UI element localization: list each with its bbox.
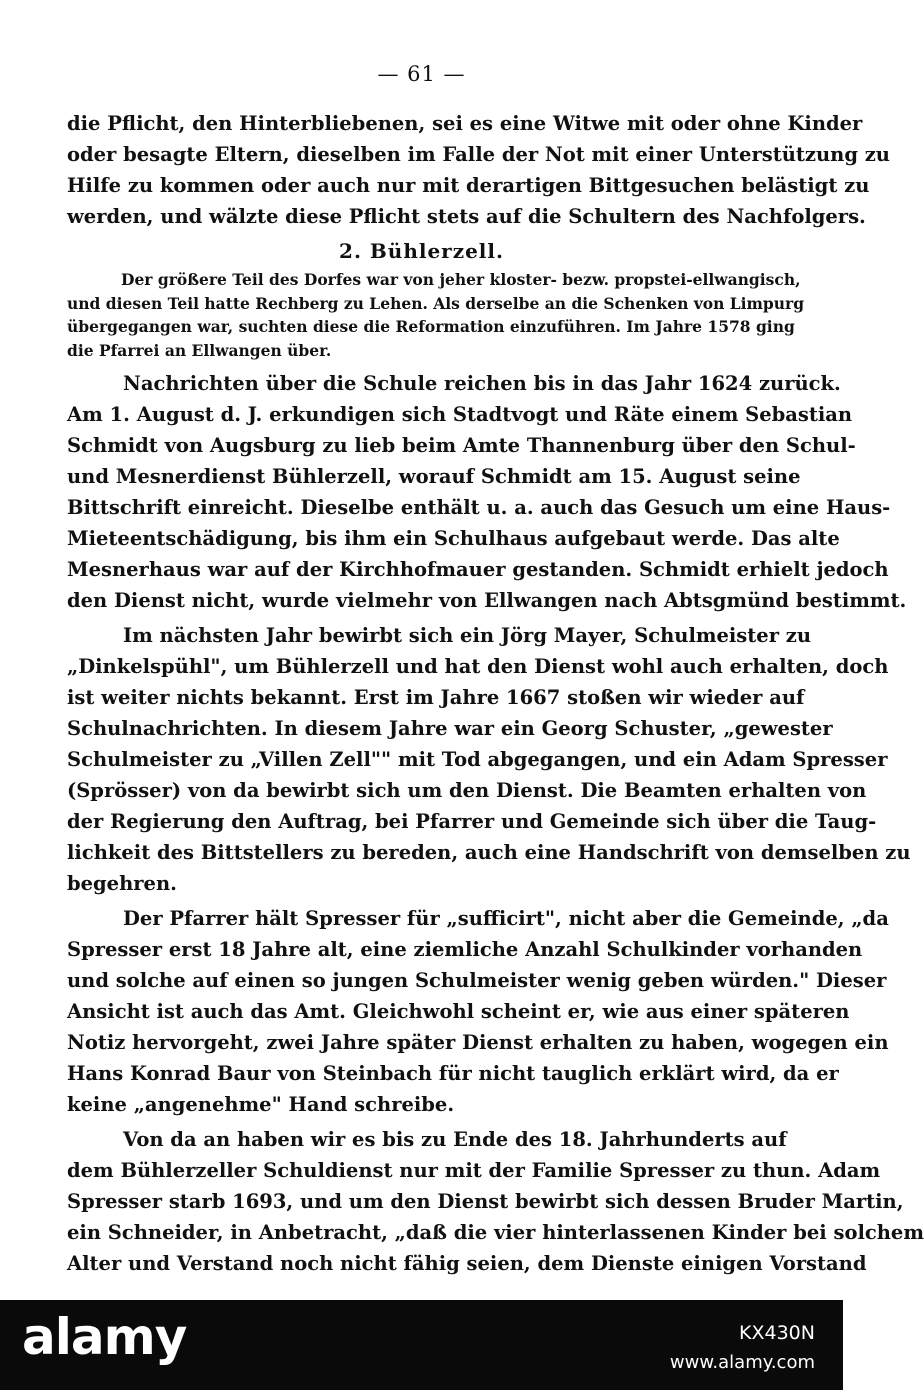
text-line: Hans Konrad Baur von Steinbach für nicht tauglich erklärt wird, da er: [67, 1062, 839, 1085]
alamy-logo: alamy: [22, 1308, 187, 1366]
text-line: ein Schneider, in Anbetracht, „daß die vier hinterlassenen Kinder bei solchem: [67, 1221, 924, 1244]
text-line: dem Bühlerzeller Schuldienst nur mit der Familie Spresser zu thun. Adam: [67, 1159, 881, 1182]
text-line: keine „angenehme" Hand schreibe.: [67, 1093, 455, 1116]
text-line: und solche auf einen so jungen Schulmeister wenig geben würden." Dieser: [67, 969, 887, 992]
text-line: Der Pfarrer hält Spresser für „sufficirt", nicht aber die Gemeinde, „da: [123, 907, 889, 930]
note-line: und diesen Teil hatte Rechberg zu Lehen. Als derselbe an die Schenken von Limpurg: [67, 293, 805, 313]
text-line: Im nächsten Jahr bewirbt sich ein Jörg Mayer, Schulmeister zu: [123, 624, 812, 647]
text-line: und Mesnerdienst Bühlerzell, worauf Schmidt am 15. August seine: [67, 465, 801, 488]
historical-note: [67, 268, 805, 362]
text-line: lichkeit des Bittstellers zu bereden, auch eine Handschrift von demselben zu: [67, 841, 911, 864]
image-code: KX430N: [739, 1322, 815, 1344]
site-url: www.alamy.com: [669, 1352, 815, 1373]
text-line: die Pflicht, den Hinterbliebenen, sei es eine Witwe mit oder ohne Kinder: [67, 112, 863, 135]
text-line: „Dinkelspühl", um Bühlerzell und hat den Dienst wohl auch erhalten, doch: [67, 655, 889, 678]
text-line: Nachrichten über die Schule reichen bis in das Jahr 1624 zurück.: [123, 372, 841, 395]
stock-watermark-banner: [0, 1300, 843, 1390]
text-line: Schmidt von Augsburg zu lieb beim Amte Thannenburg über den Schul-: [67, 434, 856, 457]
text-line: den Dienst nicht, wurde vielmehr von Ellwangen nach Abtsgmünd bestimmt.: [67, 589, 907, 612]
text-line: Hilfe zu kommen oder auch nur mit derartigen Bittgesuchen belästigt zu: [67, 174, 870, 197]
text-line: Schulmeister zu „Villen Zell"" mit Tod abgegangen, und ein Adam Spresser: [67, 748, 888, 771]
text-line: (Sprösser) von da bewirbt sich um den Dienst. Die Beamten erhalten von: [67, 779, 867, 802]
text-line: Spresser starb 1693, und um den Dienst bewirbt sich dessen Bruder Martin,: [67, 1190, 904, 1213]
text-line: Am 1. August d. J. erkundigen sich Stadtvogt und Räte einem Sebastian: [67, 403, 853, 426]
text-line: Ansicht ist auch das Amt. Gleichwohl scheint er, wie aus einer späteren: [67, 1000, 850, 1023]
text-line: Spresser erst 18 Jahre alt, eine ziemliche Anzahl Schulkinder vorhanden: [67, 938, 863, 961]
paragraph-continued: [67, 108, 890, 232]
text-line: Mieteentschädigung, bis ihm ein Schulhaus aufgebaut werde. Das alte: [67, 527, 840, 550]
text-line: Alter und Verstand noch nicht fähig seien, dem Dienste einigen Vorstand: [67, 1252, 867, 1275]
paragraph: [67, 620, 911, 899]
text-line: Mesnerhaus war auf der Kirchhofmauer gestanden. Schmidt erhielt jedoch: [67, 558, 889, 581]
text-line: begehren.: [67, 872, 177, 895]
paragraph: [67, 903, 889, 1120]
text-line: Schulnachrichten. In diesem Jahre war ein Georg Schuster, „gewester: [67, 717, 833, 740]
paragraph: [67, 1124, 924, 1279]
page-number: — 61 —: [377, 62, 466, 86]
text-line: Bittschrift einreicht. Dieselbe enthält u. a. auch das Gesuch um eine Haus-: [67, 496, 891, 519]
section-heading: 2. Bühlerzell.: [339, 239, 504, 263]
text-line: der Regierung den Auftrag, bei Pfarrer und Gemeinde sich über die Taug-: [67, 810, 877, 833]
text-line: oder besagte Eltern, dieselben im Falle der Not mit einer Unterstützung zu: [67, 143, 890, 166]
body-text: [67, 368, 924, 1279]
note-line: die Pfarrei an Ellwangen über.: [67, 340, 332, 360]
text-line: Notiz hervorgeht, zwei Jahre später Dienst erhalten zu haben, wogegen ein: [67, 1031, 889, 1054]
text-line: Von da an haben wir es bis zu Ende des 18. Jahrhunderts auf: [123, 1128, 787, 1151]
text-line: ist weiter nichts bekannt. Erst im Jahre 1667 stoßen wir wieder auf: [67, 686, 805, 709]
note-line: Der größere Teil des Dorfes war von jeher kloster- bezw. propstei-ellwangisch,: [121, 270, 801, 289]
text-line: werden, und wälzte diese Pflicht stets auf die Schultern des Nachfolgers.: [67, 205, 866, 228]
paragraph: [67, 368, 907, 616]
note-line: übergegangen war, suchten diese die Reformation einzuführen. Im Jahre 1578 ging: [67, 317, 795, 336]
